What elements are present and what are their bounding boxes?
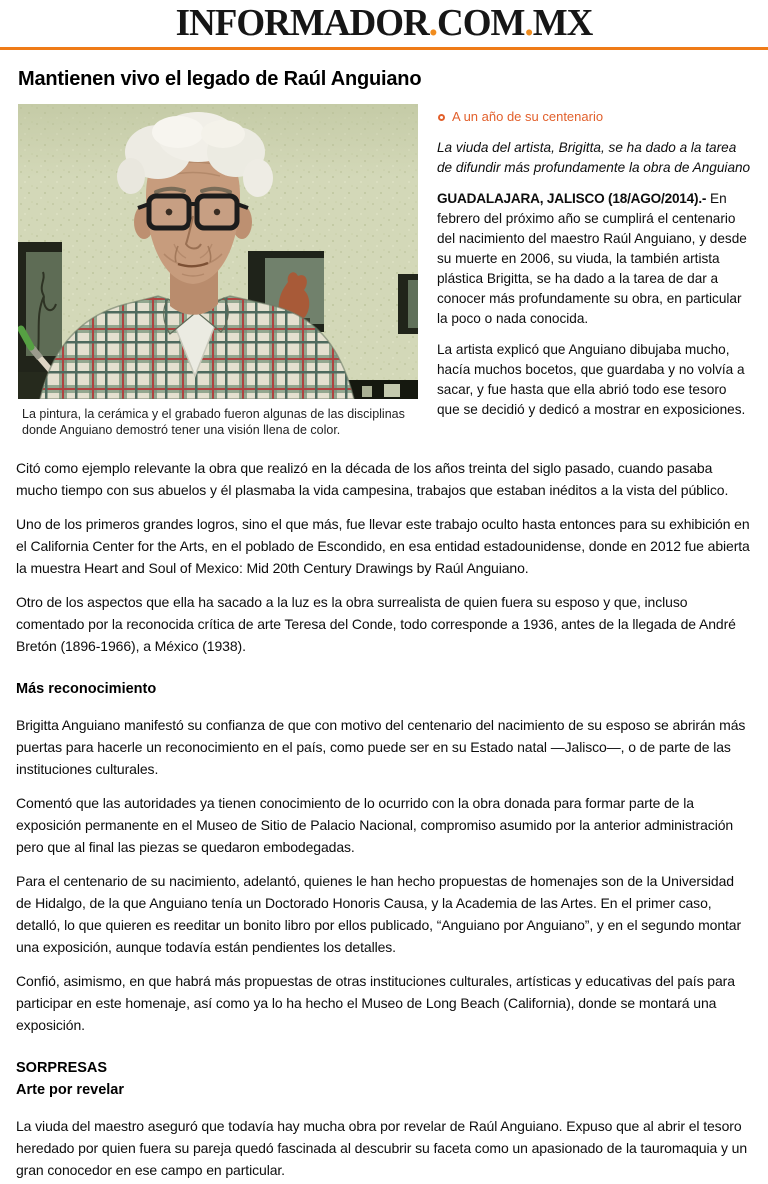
body-paragraph: Comentó que las autoridades ya tienen conocimiento de lo ocurrido con la obra donada para formar parte de la exposición permanente en el Museo de Sitio de Palacio Nacional, compromiso asumido por la anterior administración pero que al final las piezas se quedaron embodegadas. xyxy=(16,795,734,855)
subheading-arte-por-revelar: Arte por revelar xyxy=(16,1082,124,1098)
logo-dot: . xyxy=(524,2,533,45)
body-paragraph: Confió, asimismo, en que habrá más propuestas de otras instituciones culturales, artísticas y educativas del país para participar en este homenaje, así como ya lo ha hecho el Museo de Long Beach (California), donde se montará una exposición. xyxy=(16,973,735,1033)
logo-text-com: COM xyxy=(437,2,525,45)
site-logo[interactable] xyxy=(175,2,593,45)
photo-caption: La pintura, la cerámica y el grabado fueron algunas de las disciplinas donde Anguiano demostró tener una visión llena de color. xyxy=(22,407,405,437)
body-paragraph: Para el centenario de su nacimiento, adelantó, quienes le han hecho propuestas de homenajes son de la Universidad de Hidalgo, de la que Anguiano tenía un Doctorado Honoris Causa, y la Academia de las Artes. En el primer caso, detalló, lo que quieren es reeditar un bonito libro por ellos publicado, “Anguiano por Anguiano”, y en el segundo montar una exposición, aunque todavía están pendientes los detalles. xyxy=(16,873,742,955)
article-photo xyxy=(18,104,418,399)
article-lead: La viuda del artista, Brigitta, se ha dado a la tarea de difundir más profundamente la obra de Anguiano xyxy=(437,140,751,175)
column-paragraph: La artista explicó que Anguiano dibujaba mucho, hacía muchos bocetos, que guardaba y no volvía a sacar, y fue hasta que ella abrió todo ese tesoro que se decidió y dedicó a mostrar en exposiciones. xyxy=(437,342,746,417)
subheading-mas-reconocimiento: Más reconocimiento xyxy=(16,681,157,697)
portrait-illustration xyxy=(18,104,418,399)
article-intro xyxy=(437,189,752,329)
bullet-ring-icon xyxy=(438,114,445,121)
body-paragraph: Otro de los aspectos que ella ha sacado a la luz es la obra surrealista de quien fuera su esposo y que, incluso comentado por la reconocida crítica de arte Teresa del Conde, todo corresponde a 1936, antes de la llegada de André Bretón (1896-1966), a México (1938). xyxy=(16,594,736,654)
article-main xyxy=(0,67,768,1181)
kicker-label: A un año de su centenario xyxy=(452,109,604,124)
masthead-divider xyxy=(0,47,768,50)
article-figure xyxy=(18,104,418,438)
article-top-row xyxy=(16,104,752,438)
intro-text: En febrero del próximo año se cumplirá el centenario del nacimiento del maestro Raúl Anguiano, y desde su muerte en 2006, su viuda, la también artista plástica Brigitta, se ha dado a la tarea de dar a conocer más profundamente su obra, en particular la poco o nada conocida. xyxy=(437,191,747,326)
logo-dot: . xyxy=(428,2,437,45)
article-summary-column xyxy=(437,104,752,420)
masthead xyxy=(0,0,768,50)
body-paragraph: Uno de los primeros grandes logros, sino el que más, fue llevar este trabajo oculto hasta entonces para su exhibición en el California Center for the Arts, en el poblado de Escondido, en esa entidad estadounidense, donde en 2012 fue abierta la muestra Heart and Soul of Mexico: Mid 20th Century Drawings by Raúl Anguiano. xyxy=(16,516,750,576)
logo-text-main: INFORMADOR xyxy=(175,2,429,45)
body-paragraph: La viuda del maestro aseguró que todavía hay mucha obra por revelar de Raúl Anguiano. Expuso que al abrir el tesoro heredado por quien fuera su pareja quedó fascinada al descubrir su faceta como un apasionado de la tauromaquia y un gran conocedor en ese campo en particular. xyxy=(16,1118,748,1178)
subheading-sorpresas: SORPRESAS xyxy=(16,1060,108,1076)
article-body xyxy=(16,457,752,1181)
body-paragraph: Brigitta Anguiano manifestó su confianza de que con motivo del centenario del nacimiento de su esposo se abrirán más puertas para hacerle un reconocimiento en el país, como puede ser en su Estado natal —Jalisco—, o de parte de las instituciones culturales. xyxy=(16,717,746,777)
logo-text-mx: MX xyxy=(532,2,593,45)
dateline: GUADALAJARA, JALISCO (18/AGO/2014).- xyxy=(437,191,707,206)
kicker-link[interactable] xyxy=(438,109,752,125)
body-paragraph: Citó como ejemplo relevante la obra que realizó en la década de los años treinta del siglo pasado, cuando pasaba mucho tiempo con sus abuelos y él plasmaba la vida campesina, trabajos que estaban inéditos a la vista del público. xyxy=(16,460,729,498)
article-headline: Mantienen vivo el legado de Raúl Anguiano xyxy=(18,68,422,90)
